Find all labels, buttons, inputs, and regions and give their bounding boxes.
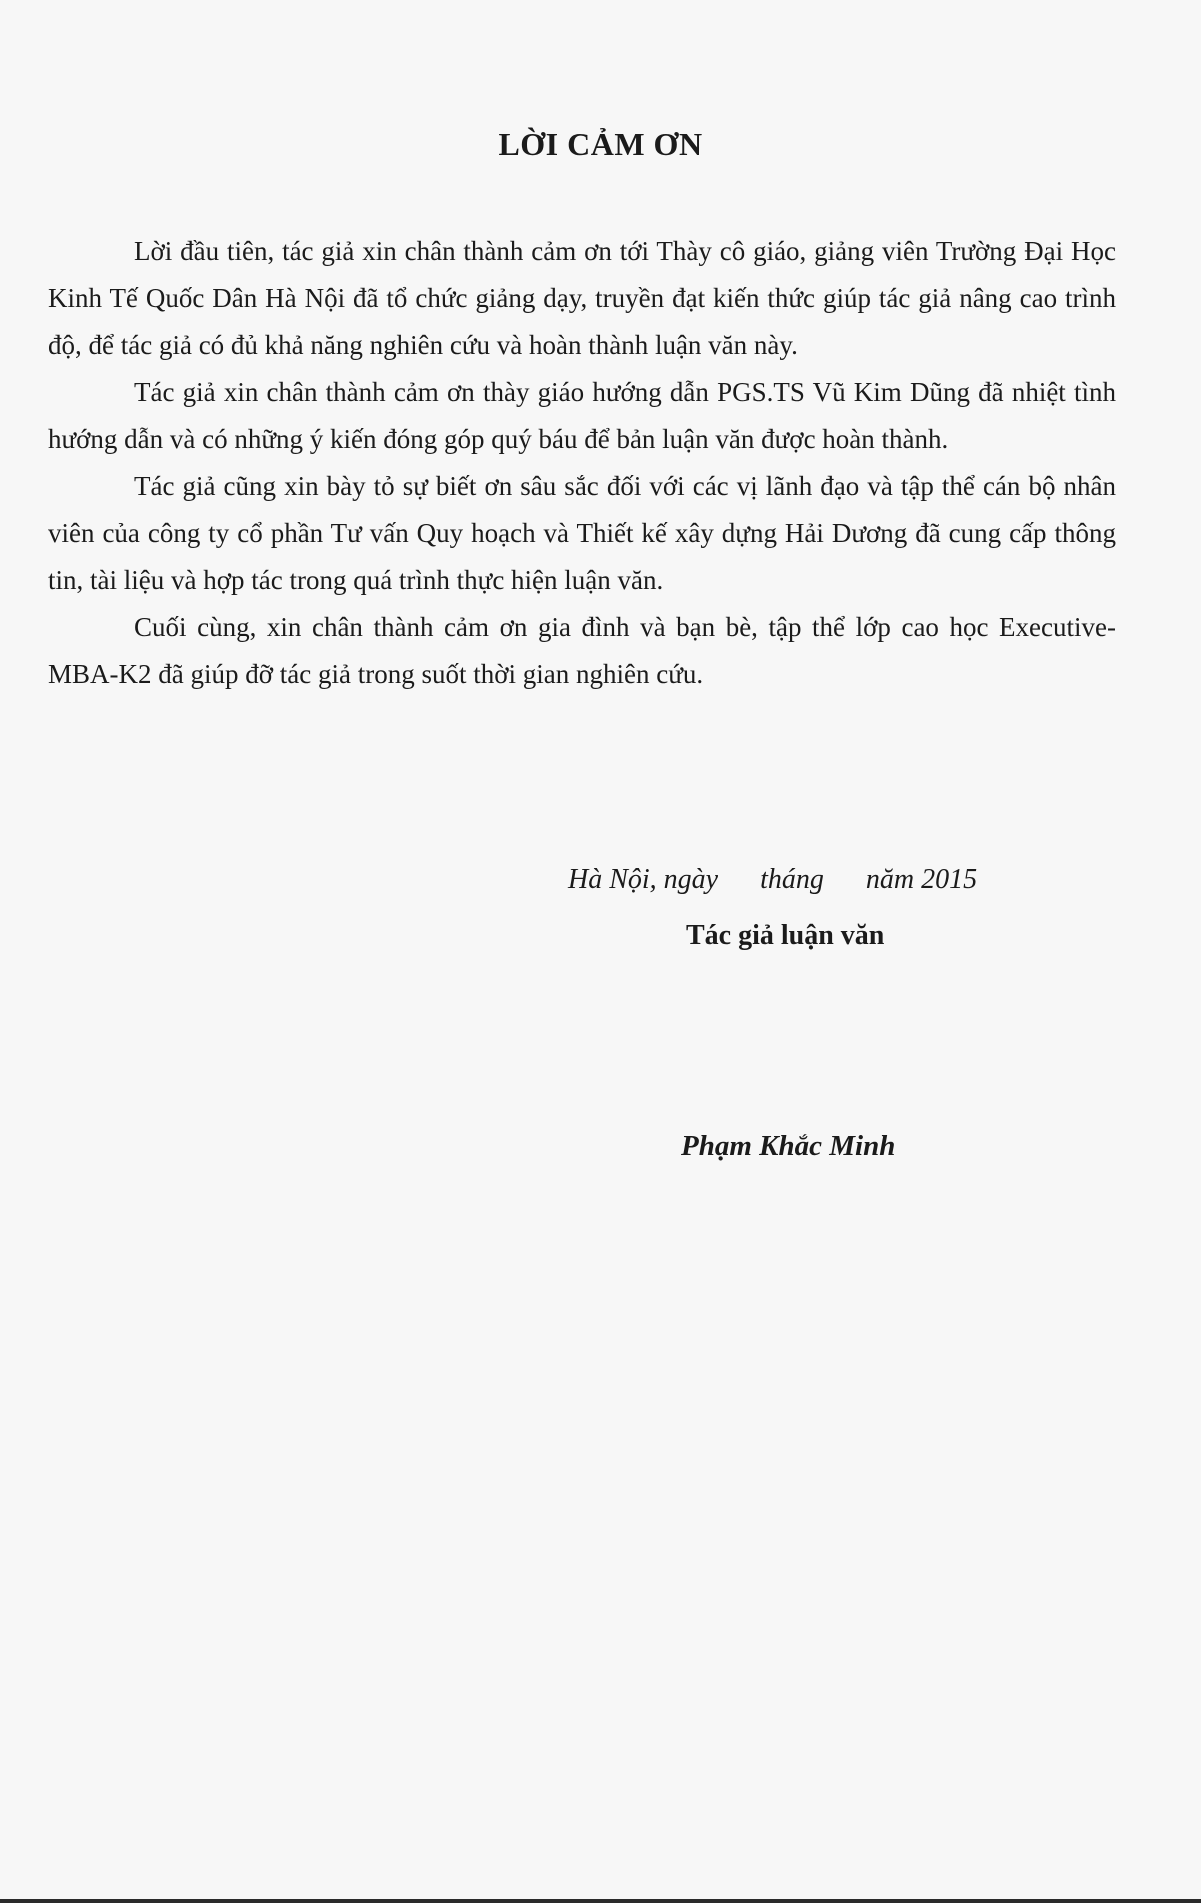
paragraph-2: Tác giả xin chân thành cảm ơn thày giáo hướng dẫn PGS.TS Vũ Kim Dũng đã nhiệt tình hướng dẫn và có những ý kiến đóng góp quý báu để bản luận văn được hoàn thành. — [48, 377, 1116, 454]
paragraph-4: Cuối cùng, xin chân thành cảm ơn gia đình và bạn bè, tập thể lớp cao học Executive-MBA-K2 đã giúp đỡ tác giả trong suốt thời gian nghiên cứu. — [48, 612, 1116, 689]
page-title: LỜI CẢM ƠN — [498, 126, 703, 162]
paragraph-3: Tác giả cũng xin bày tỏ sự biết ơn sâu sắc đối với các vị lãnh đạo và tập thể cán bộ nhân viên của công ty cổ phần Tư vấn Quy hoạch và Thiết kế xây dựng Hải Dương đã cung cấp thông tin, tài liệu và hợp tác trong quá trình thực hiện luận văn. — [48, 471, 1116, 595]
body-text — [48, 228, 1116, 698]
paragraph-1: Lời đầu tiên, tác giả xin chân thành cảm ơn tới Thày cô giáo, giảng viên Trường Đại Học Kinh Tế Quốc Dân Hà Nội đã tổ chức giảng dạy, truyền đạt kiến thức giúp tác giả nâng cao trình độ, để tác giả có đủ khả năng nghiên cứu và hoàn thành luận văn này. — [48, 236, 1116, 360]
place-date-line: Hà Nội, ngày tháng năm 2015 — [568, 864, 978, 895]
scan-bottom-edge — [0, 1899, 1201, 1903]
author-label: Tác giả luận văn — [686, 920, 885, 951]
author-name: Phạm Khắc Minh — [681, 1130, 896, 1162]
